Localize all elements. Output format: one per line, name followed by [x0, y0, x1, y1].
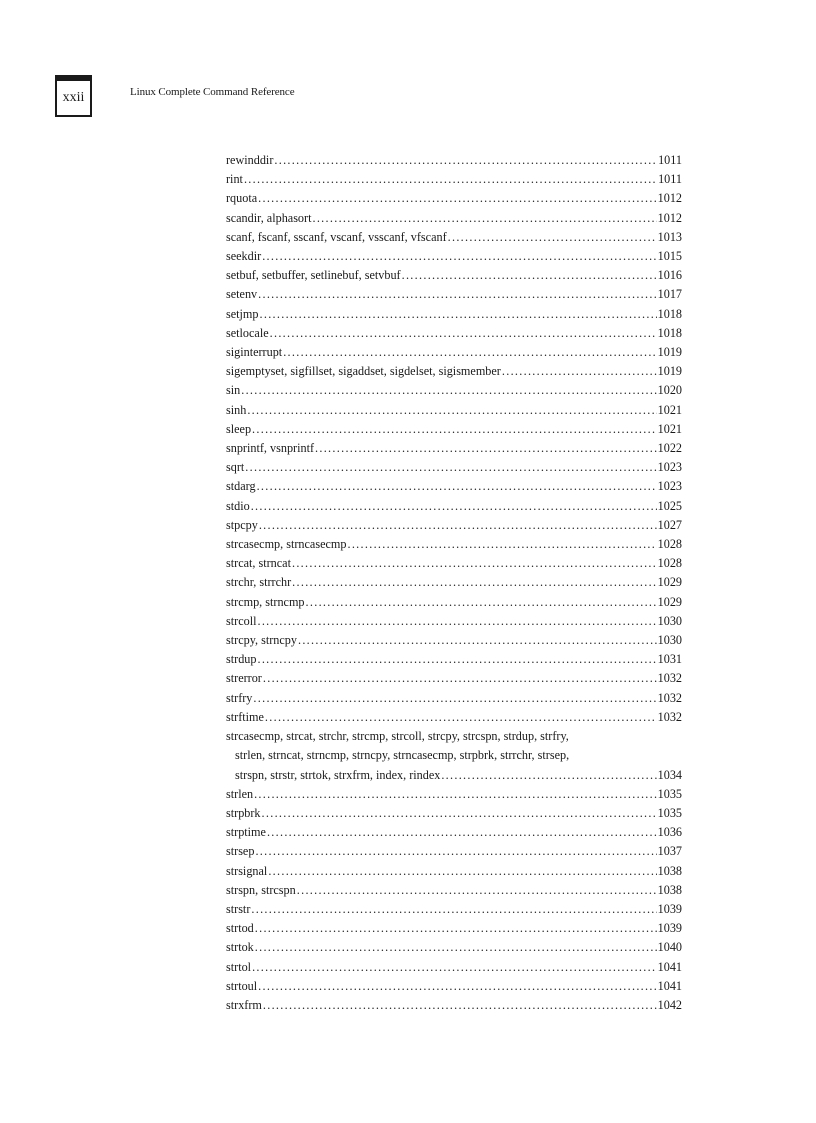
toc-leader-dots [292, 554, 657, 573]
toc-entry [226, 381, 682, 400]
toc-list [226, 151, 682, 1015]
toc-leader-dots [251, 900, 656, 919]
toc-entry-page: 1013 [657, 229, 682, 244]
toc-entry-page: 1018 [657, 306, 682, 321]
toc-entry-label: sqrt [226, 460, 245, 475]
toc-entry-page: 1034 [657, 767, 682, 782]
toc-multi-line [226, 766, 682, 785]
page-number: xxii [62, 90, 85, 105]
toc-leader-dots [251, 497, 657, 516]
toc-multi-line [226, 746, 682, 765]
toc-entry-page: 1031 [657, 652, 682, 667]
toc-entry-label: strfry [226, 690, 253, 705]
toc-leader-dots [298, 631, 657, 650]
toc-leader-dots [262, 247, 656, 266]
toc-entry-page: 1011 [658, 153, 682, 167]
toc-entry [226, 247, 682, 266]
toc-entry-label: strlen, strncat, strncmp, strncpy, strncasecmp, strpbrk, strrchr, strsep, [235, 748, 570, 763]
toc-leader-dots [312, 209, 656, 228]
toc-entry-label: stpcpy [226, 517, 258, 532]
toc-entry-page: 1018 [657, 325, 682, 340]
toc-entry-label: siginterrupt [226, 345, 283, 360]
toc-entry-page: 1036 [657, 825, 682, 840]
toc-entry-label: strcasecmp, strncasecmp [226, 537, 347, 552]
toc-entry-page: 1017 [657, 287, 682, 302]
toc-leader-dots [252, 420, 657, 439]
toc-entry-label: strspn, strstr, strtok, strxfrm, index, rindex [235, 767, 441, 782]
toc-entry [226, 324, 682, 343]
toc-entry-page: 1012 [657, 210, 682, 225]
toc-entry-page: 1011 [658, 172, 682, 187]
toc-leader-dots [502, 362, 657, 381]
toc-entry [226, 938, 682, 957]
toc-leader-dots [283, 343, 656, 362]
toc-entry [226, 535, 682, 554]
toc-leader-dots [257, 477, 657, 496]
toc-leader-dots [255, 919, 657, 938]
toc-entry-page: 1023 [657, 479, 682, 494]
toc-entry [226, 554, 682, 573]
toc-entry [226, 420, 682, 439]
toc-entry-multi [226, 727, 682, 785]
toc-entry-label: strerror [226, 671, 262, 686]
toc-entry-label: setbuf, setbuffer, setlinebuf, setvbuf [226, 268, 401, 283]
toc-leader-dots [297, 881, 657, 900]
toc-leader-dots [260, 305, 657, 324]
toc-entry-page: 1039 [657, 921, 682, 936]
toc-leader-dots [258, 977, 656, 996]
toc-entry-label: strcasecmp, strcat, strchr, strcmp, strcoll, strcpy, strcspn, strdup, strfry, [226, 729, 569, 744]
toc-entry-page: 1028 [657, 556, 682, 571]
toc-entry [226, 708, 682, 727]
toc-entry-page: 1025 [657, 498, 682, 513]
toc-entry [226, 804, 682, 823]
toc-leader-dots [267, 823, 657, 842]
toc-entry-page: 1030 [657, 633, 682, 648]
toc-leader-dots [441, 766, 656, 785]
toc-entry-page: 1035 [657, 786, 682, 801]
toc-entry-label: strlen [226, 786, 254, 801]
toc-entry-page: 1040 [657, 940, 682, 955]
toc-entry [226, 228, 682, 247]
toc-entry-label: strdup [226, 652, 257, 667]
toc-entry [226, 823, 682, 842]
toc-entry-label: sleep [226, 421, 252, 436]
toc-entry-page: 1032 [657, 709, 682, 724]
toc-entry-label: stdarg [226, 479, 256, 494]
toc-entry-label: strpbrk [226, 805, 261, 820]
toc-entry-label: strcmp, strncmp [226, 594, 305, 609]
toc-entry-label: strstr [226, 901, 251, 916]
toc-entry-page: 1039 [657, 901, 682, 916]
toc-entry-page: 1041 [657, 978, 682, 993]
toc-entry [226, 343, 682, 362]
toc-leader-dots [253, 689, 656, 708]
toc-entry [226, 958, 682, 977]
toc-entry-page: 1028 [657, 537, 682, 552]
toc-leader-dots [254, 785, 657, 804]
toc-leader-dots [402, 266, 657, 285]
toc-entry-page: 1032 [657, 671, 682, 686]
toc-entry [226, 919, 682, 938]
toc-entry [226, 785, 682, 804]
toc-entry-label: strsep [226, 844, 255, 859]
toc-leader-dots [258, 189, 656, 208]
toc-entry-label: stdio [226, 498, 250, 513]
toc-entry [226, 285, 682, 304]
toc-entry-label: setjmp [226, 306, 259, 321]
toc-entry [226, 881, 682, 900]
toc-group-after [226, 785, 682, 1015]
toc-entry [226, 900, 682, 919]
toc-multi-line [226, 727, 682, 746]
toc-entry-page: 1038 [657, 863, 682, 878]
toc-entry-page: 1021 [657, 421, 682, 436]
toc-leader-dots [263, 669, 657, 688]
toc-leader-dots [274, 151, 657, 170]
toc-entry-label: strcat, strncat [226, 556, 291, 571]
toc-entry-label: strtoul [226, 978, 258, 993]
toc-leader-dots [315, 439, 657, 458]
toc-entry-label: strsignal [226, 863, 268, 878]
toc-leader-dots [448, 228, 657, 247]
toc-entry-label: rewinddir [226, 153, 274, 167]
toc-entry-page: 1029 [657, 575, 682, 590]
toc-entry-label: sinh [226, 402, 247, 417]
toc-leader-dots [259, 516, 657, 535]
toc-entry-page: 1027 [657, 517, 682, 532]
toc-entry-label: snprintf, vsnprintf [226, 441, 315, 456]
toc-entry-page: 1019 [657, 345, 682, 360]
toc-entry-page: 1012 [657, 191, 682, 206]
toc-entry-page: 1020 [657, 383, 682, 398]
toc-entry-page: 1035 [657, 805, 682, 820]
toc-entry-label: strptime [226, 825, 266, 840]
toc-entry-page: 1023 [657, 460, 682, 475]
toc-leader-dots [241, 381, 656, 400]
toc-entry-label: sin [226, 383, 241, 398]
toc-entry [226, 458, 682, 477]
toc-entry [226, 593, 682, 612]
toc-entry [226, 401, 682, 420]
toc-entry-label: strtod [226, 921, 254, 936]
toc-entry-label: strcoll [226, 613, 257, 628]
toc-entry [226, 477, 682, 496]
toc-entry [226, 977, 682, 996]
toc-entry-page: 1021 [657, 402, 682, 417]
toc-entry-page: 1032 [657, 690, 682, 705]
toc-entry-label: strcpy, strncpy [226, 633, 297, 648]
toc-entry-page: 1016 [657, 268, 682, 283]
toc-entry [226, 631, 682, 650]
toc-entry [226, 439, 682, 458]
toc-entry-page: 1019 [657, 364, 682, 379]
toc-entry [226, 362, 682, 381]
toc-entry [226, 842, 682, 861]
toc-leader-dots [347, 535, 656, 554]
toc-entry-label: strtol [226, 959, 252, 974]
toc-leader-dots [257, 612, 656, 631]
toc-leader-dots [292, 573, 656, 592]
toc-leader-dots [268, 862, 656, 881]
toc-leader-dots [245, 458, 656, 477]
page-number-box [55, 75, 92, 117]
toc-entry-page: 1038 [657, 882, 682, 897]
toc-entry-label: strtok [226, 940, 254, 955]
running-title: Linux Complete Command Reference [130, 86, 295, 98]
toc-entry [226, 996, 682, 1015]
toc-entry [226, 516, 682, 535]
toc-entry [226, 497, 682, 516]
toc-entry [226, 612, 682, 631]
toc-leader-dots [306, 593, 657, 612]
toc-entry-label: strspn, strcspn [226, 882, 296, 897]
toc-entry-page: 1029 [657, 594, 682, 609]
toc-entry-label: scanf, fscanf, sscanf, vscanf, vsscanf, vfscanf [226, 229, 447, 244]
toc-entry [226, 650, 682, 669]
toc-entry-label: setlocale [226, 325, 269, 340]
toc-entry [226, 669, 682, 688]
toc-entry-label: strxfrm [226, 997, 262, 1012]
toc-entry-page: 1042 [657, 997, 682, 1012]
toc-entry-page: 1041 [657, 959, 682, 974]
toc-entry [226, 573, 682, 592]
toc-entry-label: strchr, strrchr [226, 575, 292, 590]
toc-group-before [226, 151, 682, 727]
toc-leader-dots [247, 401, 656, 420]
toc-entry [226, 151, 682, 170]
toc-leader-dots [270, 324, 657, 343]
toc-entry-page: 1037 [657, 844, 682, 859]
toc-leader-dots [244, 170, 657, 189]
toc-entry [226, 209, 682, 228]
toc-entry-page: 1015 [657, 249, 682, 264]
toc-entry-label: strftime [226, 709, 264, 724]
toc-leader-dots [258, 285, 656, 304]
toc-entry [226, 305, 682, 324]
toc-leader-dots [252, 958, 657, 977]
toc-entry-label: setenv [226, 287, 258, 302]
toc-entry [226, 862, 682, 881]
toc-entry-label: seekdir [226, 249, 262, 264]
toc-entry-label: scandir, alphasort [226, 210, 312, 225]
toc-leader-dots [262, 804, 657, 823]
toc-entry [226, 689, 682, 708]
toc-leader-dots [255, 842, 656, 861]
toc-leader-dots [257, 650, 656, 669]
toc-entry-label: rquota [226, 191, 258, 206]
toc-entry [226, 266, 682, 285]
toc-leader-dots [263, 996, 657, 1015]
toc-entry-page: 1022 [657, 441, 682, 456]
toc-entry-label: rint [226, 172, 243, 187]
toc-leader-dots [265, 708, 657, 727]
toc-entry-label: sigemptyset, sigfillset, sigaddset, sigdelset, sigismember [226, 364, 501, 379]
toc-entry [226, 170, 682, 189]
toc-entry-page: 1030 [657, 613, 682, 628]
toc-leader-dots [255, 938, 657, 957]
toc-entry [226, 189, 682, 208]
